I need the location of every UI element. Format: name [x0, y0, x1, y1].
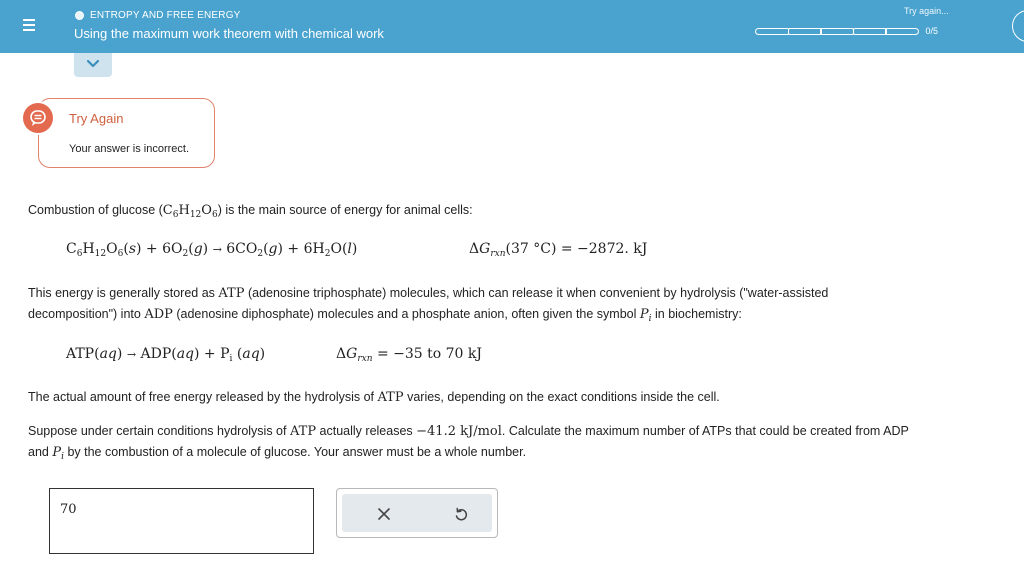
- text: This energy is generally stored as: [28, 286, 219, 300]
- problem-paragraph-2: [28, 283, 828, 330]
- x-icon: [373, 503, 395, 525]
- undo-icon: [450, 503, 472, 525]
- feedback-panel: [38, 98, 215, 168]
- text: by the combustion of a molecule of glucose. Your answer must be a whole number.: [63, 445, 527, 459]
- topic-text: ENTROPY AND FREE ENERGY: [90, 10, 241, 21]
- progress-segment: [788, 28, 822, 35]
- text: Suppose under certain conditions hydrolysis of: [28, 424, 290, 438]
- energy-value: −41.2 kJ/mol: [416, 424, 502, 439]
- status-text: Try again...: [904, 6, 949, 16]
- text: The actual amount of free energy released by the hydrolysis of: [28, 390, 378, 404]
- pi-symbol: $P_i$: [639, 307, 652, 324]
- adp-text: ADP: [144, 307, 173, 322]
- glucose-formula: $C_6H_{12}O_6$: [162, 203, 218, 220]
- text: actually releases: [316, 424, 417, 438]
- expand-toggle[interactable]: [74, 53, 112, 77]
- atp-text: ATP: [218, 286, 245, 301]
- answer-input[interactable]: [58, 501, 302, 518]
- feedback-message: Your answer is incorrect.: [69, 143, 190, 155]
- text: decomposition") into: [28, 307, 145, 321]
- text: (adenosine diphosphate) molecules and a phosphate anion, often given the symbol: [172, 307, 640, 321]
- atp-text: ATP: [377, 390, 404, 405]
- progress-count: 0/5: [925, 26, 939, 36]
- action-panel: [336, 488, 498, 538]
- problem-paragraph-3: [28, 387, 720, 408]
- progress-bar: [755, 26, 938, 36]
- text: = −35 to 70 kJ: [372, 346, 482, 362]
- speech-bubble-icon: [23, 103, 53, 133]
- feedback-icon: [23, 103, 53, 133]
- text: ) is the main source of energy for animal cells:: [217, 203, 473, 217]
- text: in biochemistry:: [651, 307, 742, 321]
- menu-button[interactable]: [13, 11, 45, 39]
- progress-segment: [853, 28, 887, 35]
- text: (37 °C) = −2872. kJ: [505, 241, 648, 257]
- progress-segment: [820, 28, 854, 35]
- undo-button[interactable]: [450, 503, 472, 525]
- hydrolysis-equation: $ATP(aq) \to ADP(aq) + P_i$ (aq): [66, 346, 266, 364]
- action-bar: [342, 494, 492, 532]
- text: (adenosine triphosphate) molecules, which can release it when convenient by hydrolysis ("water-assisted: [244, 286, 829, 300]
- chevron-down-icon: [86, 59, 100, 69]
- progress-segment: [755, 28, 789, 35]
- text: varies, depending on the exact conditions inside the cell.: [403, 390, 720, 404]
- combustion-equation: $C_6H_{12}O_6(s) + 6O_2(g) \to 6CO_2(g) + 6H_2O(l)$: [66, 241, 358, 259]
- text: and: [28, 445, 53, 459]
- combustion-delta-g: $\Delta G_{rxn}(37$ °C) = −2872. kJ: [469, 241, 648, 259]
- side-panel-button[interactable]: [1012, 10, 1024, 42]
- problem-paragraph-4: [28, 421, 909, 468]
- hydrolysis-delta-g: $\Delta G_{rxn} = -35$ to 70 kJ: [336, 346, 482, 364]
- clear-button[interactable]: [373, 503, 395, 525]
- topic-circle-icon: [75, 11, 84, 20]
- progress-segment: [885, 28, 919, 35]
- answer-field-frame[interactable]: [49, 488, 314, 554]
- feedback-title: Try Again: [69, 111, 124, 126]
- problem-paragraph-1: [28, 200, 473, 226]
- hamburger-icon-line: [23, 24, 35, 26]
- pi-symbol: $P_i$: [52, 445, 64, 462]
- text: . Calculate the maximum number of ATPs that could be created from ADP: [501, 424, 909, 438]
- hamburger-icon-line: [23, 29, 35, 31]
- page-title: Using the maximum work theorem with chemical work: [74, 26, 384, 41]
- feedback-icon-wrap: [21, 101, 55, 135]
- top-bar: [0, 0, 1024, 53]
- hamburger-icon: [23, 19, 35, 21]
- topic-label: [75, 10, 241, 21]
- atp-text: ATP: [289, 424, 317, 439]
- text: Combustion of glucose (: [28, 203, 163, 217]
